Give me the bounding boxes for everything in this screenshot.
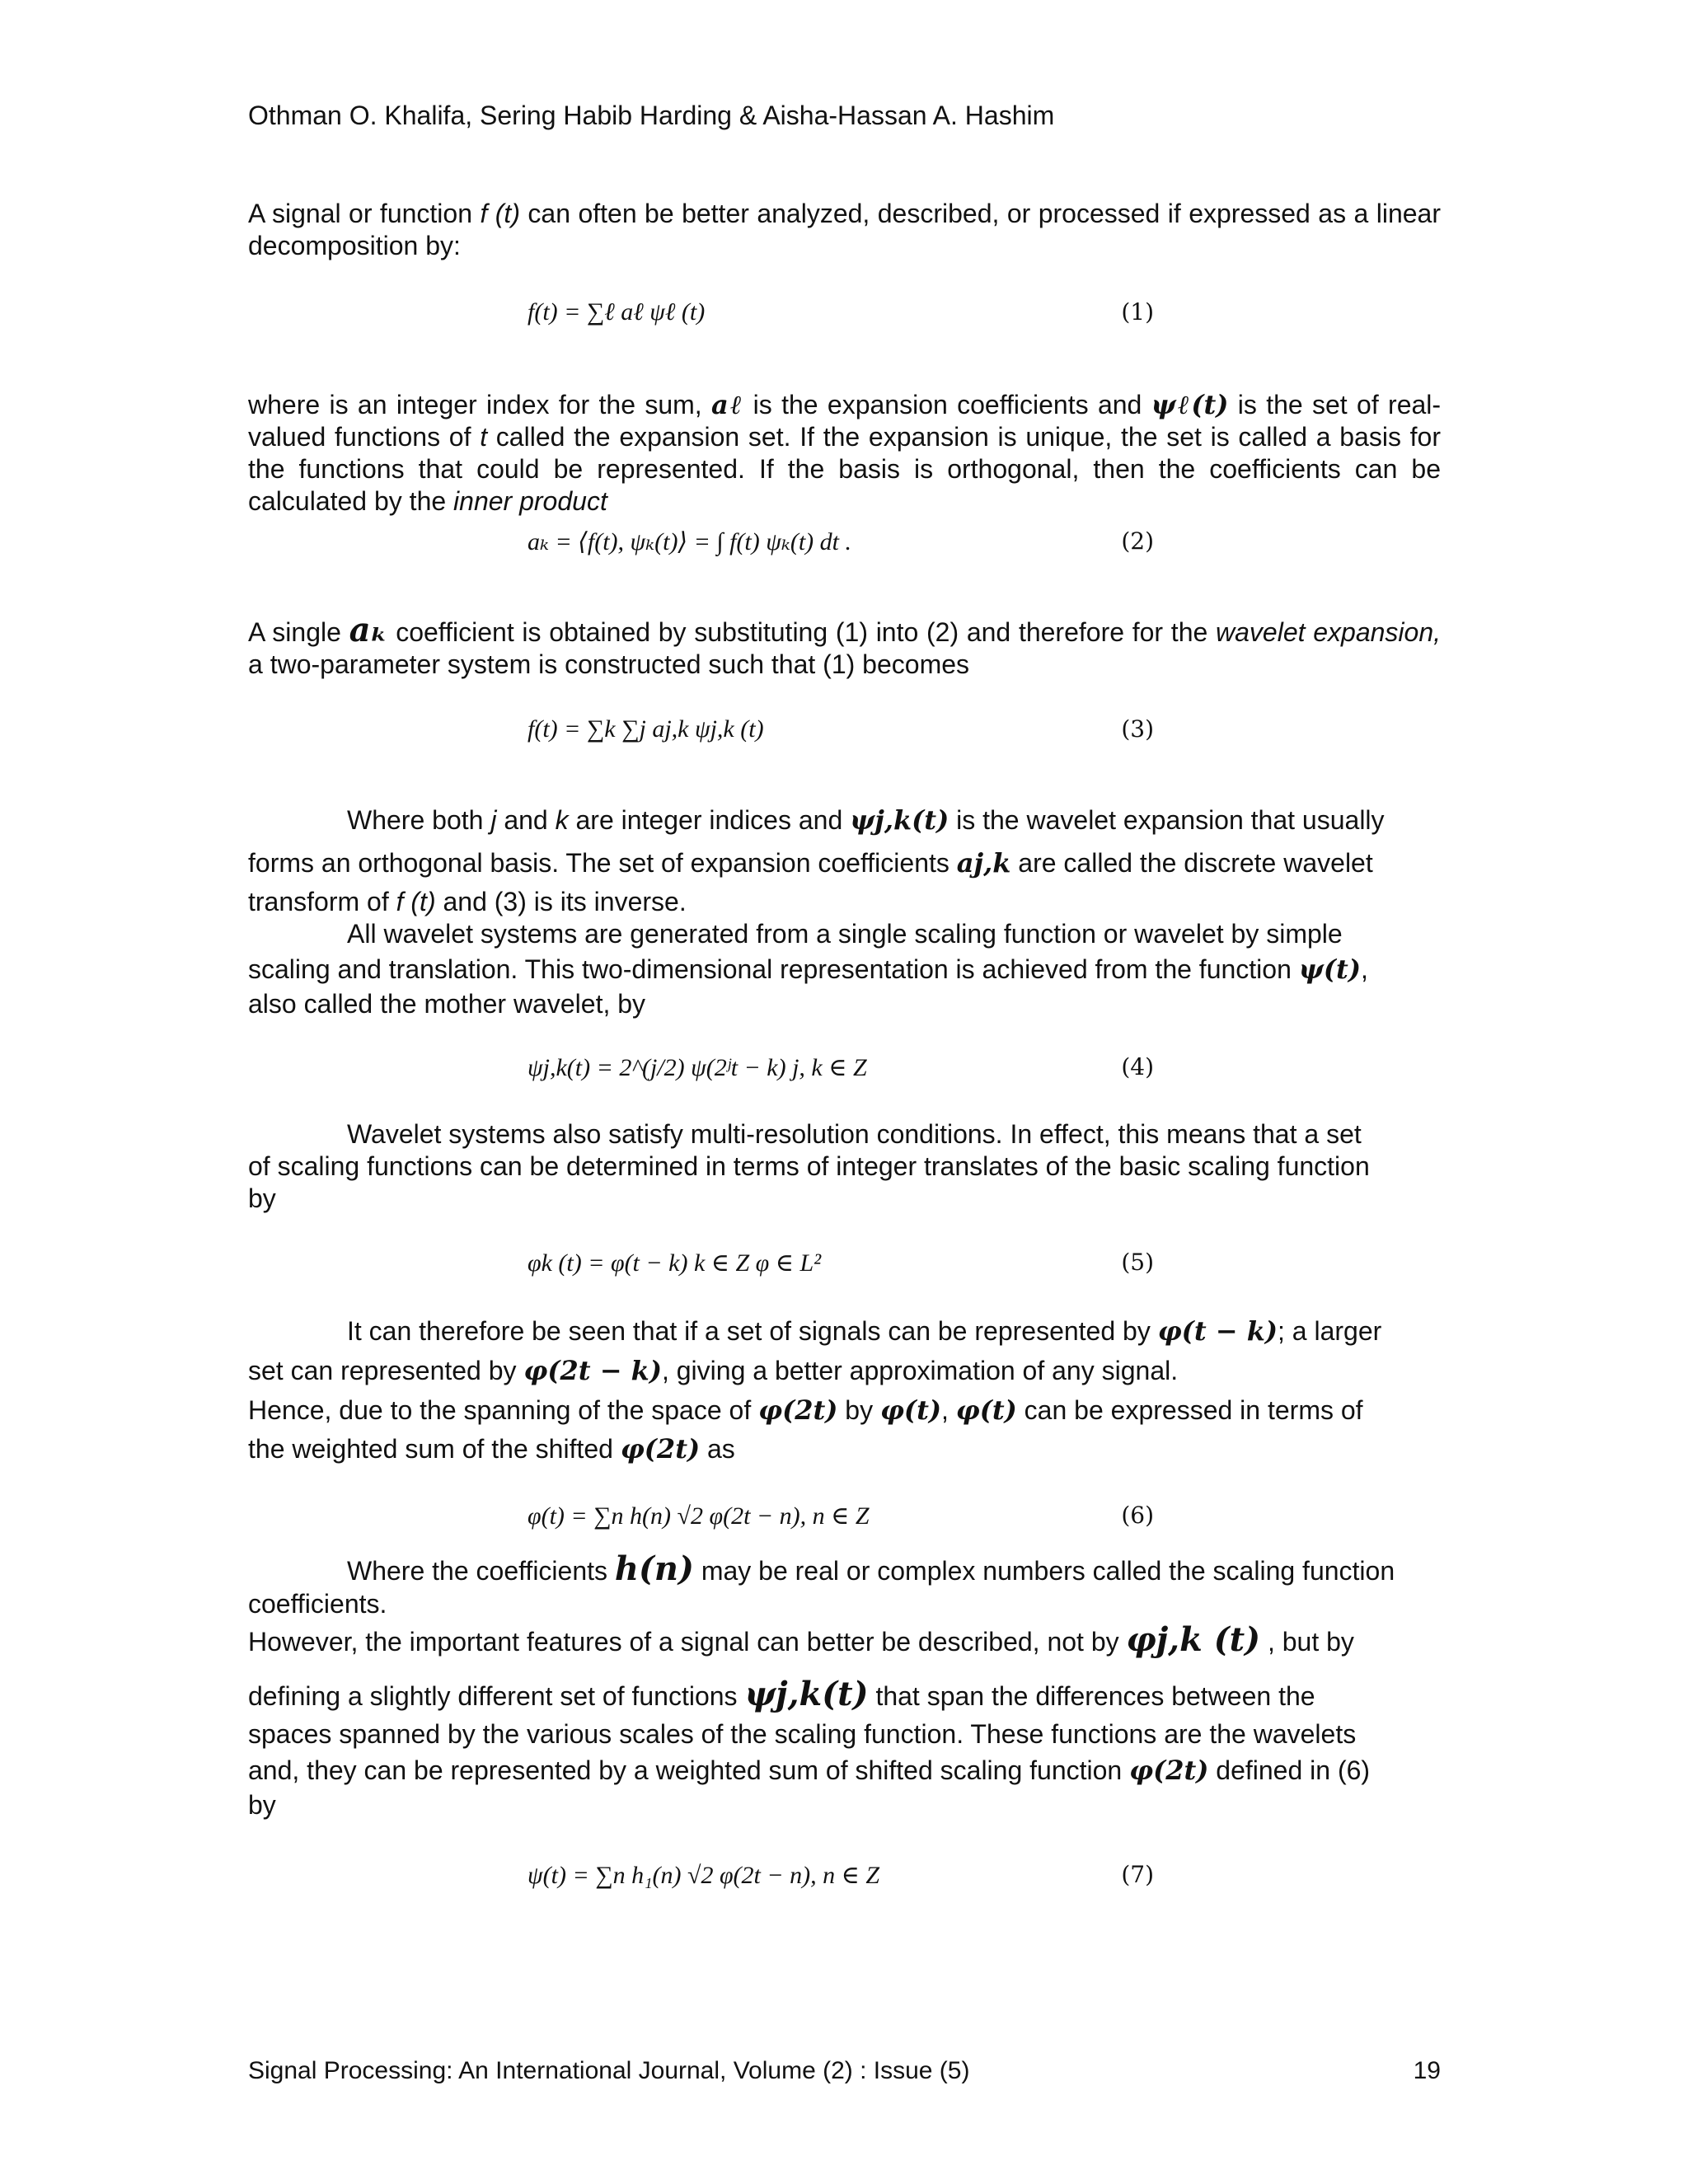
paragraph-span-line-3 bbox=[248, 1394, 1441, 1427]
text-span: by bbox=[248, 1790, 276, 1820]
text-span: defined in (6) bbox=[1208, 1755, 1371, 1785]
equation-5 bbox=[528, 1249, 1154, 1290]
text-span: set can represented by bbox=[248, 1356, 524, 1385]
equation-number: (7) bbox=[1121, 1861, 1154, 1888]
equation-body: ψ(t) = ∑n h₁(n) √2 φ(2t − n), n ∈ Z bbox=[528, 1862, 880, 1889]
math-phi-2t-minus-k: φ(2t − k) bbox=[523, 1355, 662, 1386]
text-span: also called the mother wavelet, by bbox=[248, 989, 646, 1019]
equation-body: f(t) = ∑ℓ aℓ ψℓ (t) bbox=[528, 298, 706, 326]
text-span: is the expansion coefficients and bbox=[743, 390, 1151, 419]
text-span: may be real or complex numbers called the scaling function bbox=[693, 1556, 1395, 1586]
paragraph-mother-wavelet-line-3 bbox=[248, 987, 1441, 1020]
math-a-jk: aj,k bbox=[956, 847, 1011, 879]
math-h-n: h(n) bbox=[614, 1549, 694, 1588]
text-span: forms an orthogonal basis. The set of expansion coefficients bbox=[248, 848, 957, 878]
math-psi-ell-t: ψℓ(t) bbox=[1151, 389, 1229, 420]
math-phi-2t: φ(2t) bbox=[1129, 1755, 1209, 1786]
text-span: Hence, due to the spanning of the space of bbox=[248, 1395, 759, 1425]
text-span: All wavelet systems are generated from a single scaling function or wavelet by simple bbox=[347, 919, 1343, 949]
math-psi-jk-t: ψj,k(t) bbox=[850, 804, 950, 836]
text-span: defining a slightly different set of functions bbox=[248, 1681, 745, 1711]
text-italic: f (t) bbox=[480, 199, 520, 228]
equation-number: (4) bbox=[1121, 1053, 1154, 1080]
equation-number: (1) bbox=[1121, 298, 1154, 326]
text-span: coefficients. bbox=[248, 1589, 387, 1619]
text-span: by bbox=[248, 1183, 276, 1213]
paragraph-span-line-1 bbox=[248, 1315, 1441, 1347]
math-phi-2t: φ(2t) bbox=[758, 1394, 838, 1426]
text-span: can be expressed in terms of bbox=[1016, 1395, 1363, 1425]
text-span: However, the important features of a signal can better be described, not by bbox=[248, 1627, 1127, 1657]
footer-journal: Signal Processing: An International Journal, Volume (2) : Issue (5) bbox=[248, 2057, 970, 2084]
equation-3 bbox=[528, 715, 1154, 765]
text-span: , but by bbox=[1260, 1627, 1354, 1657]
text-span: where is an integer index for the sum, bbox=[248, 390, 712, 419]
paragraph-coefficients-line-1 bbox=[248, 1549, 1441, 1588]
paragraph-coefficients-line-4 bbox=[248, 1675, 1441, 1713]
text-span: as bbox=[700, 1434, 735, 1464]
paragraph-multiresolution-line-1 bbox=[248, 1118, 1441, 1151]
text-span: the weighted sum of the shifted bbox=[248, 1434, 621, 1464]
equation-7 bbox=[528, 1861, 1154, 1910]
text-span: called the expansion set. If the expansion is unique, the set is called a basis for the functions that could be represented. If the basis is orthogonal, then the coefficients can be calculated by the bbox=[248, 422, 1442, 516]
text-span: are called the discrete wavelet bbox=[1010, 848, 1373, 878]
text-span: Where both bbox=[347, 805, 491, 835]
text-span: Where the coefficients bbox=[347, 1556, 615, 1586]
math-psi-jk-t: ψj,k(t) bbox=[744, 1675, 869, 1713]
text-span: and, they can be represented by a weighted sum of shifted scaling function bbox=[248, 1755, 1130, 1785]
math-a-ell: aℓ bbox=[711, 389, 744, 420]
equation-2 bbox=[528, 527, 1154, 569]
text-span: coefficient is obtained by substituting (1) into (2) and therefore for the bbox=[387, 617, 1216, 647]
paragraph-multiresolution-line-3 bbox=[248, 1182, 1441, 1215]
text-span: can often be better analyzed, described, or processed if expressed as a linear decomposition by: bbox=[248, 199, 1442, 260]
text-span: is the wavelet expansion that usually bbox=[949, 805, 1385, 835]
equation-4 bbox=[528, 1053, 1154, 1094]
text-span: of scaling functions can be determined in terms of integer translates of the basic scaling function bbox=[248, 1151, 1370, 1181]
paragraph-wavelet-expansion bbox=[248, 611, 1441, 681]
text-italic: inner product bbox=[453, 486, 607, 516]
paragraph-span-line-2 bbox=[248, 1354, 1441, 1387]
equation-body: f(t) = ∑k ∑j aj,k ψj,k (t) bbox=[528, 715, 764, 743]
equation-number: (3) bbox=[1121, 715, 1154, 743]
text-span: spaces spanned by the various scales of the scaling function. These functions are the wavelets bbox=[248, 1719, 1357, 1749]
text-span: A single bbox=[248, 617, 349, 647]
math-a-k: aₖ bbox=[349, 611, 388, 649]
text-span: that span the differences between the bbox=[868, 1681, 1315, 1711]
equation-body: φk (t) = φ(t − k) k ∈ Z φ ∈ L² bbox=[528, 1249, 822, 1277]
paragraph-coefficients-line-2 bbox=[248, 1587, 1441, 1620]
text-span: , bbox=[1360, 954, 1368, 984]
text-span: are integer indices and bbox=[568, 805, 851, 835]
equation-body: φ(t) = ∑n h(n) √2 φ(2t − n), n ∈ Z bbox=[528, 1502, 870, 1530]
equation-body: ψj,k(t) = 2^(j/2) ψ(2ʲt − k) j, k ∈ Z bbox=[528, 1054, 867, 1081]
math-phi-jk-t: φj,k (t) bbox=[1126, 1620, 1261, 1659]
text-span: Wavelet systems also satisfy multi-resolution conditions. In effect, this means that a set bbox=[347, 1119, 1362, 1149]
equation-body: aₖ = ⟨f(t), ψₖ(t)⟩ = ∫ f(t) ψₖ(t) dt . bbox=[528, 528, 851, 555]
paragraph-coefficients-line-3 bbox=[248, 1620, 1441, 1659]
math-phi-t: φ(t) bbox=[879, 1394, 941, 1426]
text-italic: f (t) bbox=[396, 887, 436, 916]
text-span: , giving a better approximation of any signal. bbox=[661, 1356, 1179, 1385]
paragraph-span-line-4 bbox=[248, 1432, 1441, 1465]
text-italic: t bbox=[480, 422, 488, 452]
text-span: a two-parameter system is constructed such that (1) becomes bbox=[248, 649, 970, 679]
text-span: by bbox=[837, 1395, 880, 1425]
equation-number: (6) bbox=[1121, 1502, 1154, 1529]
running-header-authors: Othman O. Khalifa, Sering Habib Harding & Aisha-Hassan A. Hashim bbox=[248, 101, 1055, 130]
footer-page-number: 19 bbox=[1413, 2057, 1441, 2084]
paragraph-expansion-set bbox=[248, 389, 1441, 518]
text-span: ; a larger bbox=[1278, 1316, 1382, 1346]
math-psi-t: ψ(t) bbox=[1298, 954, 1361, 985]
text-span: A signal or function bbox=[248, 199, 481, 228]
equation-6 bbox=[528, 1502, 1154, 1551]
equation-number: (2) bbox=[1121, 527, 1154, 555]
text-span: scaling and translation. This two-dimensional representation is achieved from the function bbox=[248, 954, 1299, 984]
paragraph-mother-wavelet-line-1 bbox=[248, 917, 1441, 950]
text-span: , bbox=[940, 1395, 956, 1425]
text-span: transform of bbox=[248, 887, 396, 916]
math-phi-t: φ(t) bbox=[955, 1394, 1017, 1426]
paragraph-indices-line-1 bbox=[248, 804, 1441, 837]
paragraph-indices-line-2 bbox=[248, 846, 1441, 879]
paragraph-coefficients-line-6 bbox=[248, 1754, 1441, 1787]
paragraph-coefficients-line-5 bbox=[248, 1718, 1441, 1750]
text-span: and (3) is its inverse. bbox=[435, 887, 687, 916]
equation-number: (5) bbox=[1121, 1249, 1154, 1276]
paragraph-indices-line-3 bbox=[248, 885, 1441, 918]
math-phi-t-minus-k: φ(t − k) bbox=[1157, 1315, 1278, 1347]
text-span: and bbox=[496, 805, 556, 835]
math-phi-2t: φ(2t) bbox=[620, 1433, 701, 1465]
equation-1 bbox=[528, 298, 1154, 356]
text-italic: wavelet expansion, bbox=[1216, 617, 1441, 647]
text-italic: j bbox=[490, 805, 497, 835]
paragraph-mother-wavelet-line-2 bbox=[248, 953, 1441, 986]
text-span: is the set of real-valued functions of bbox=[248, 390, 1442, 452]
paragraph-intro bbox=[248, 198, 1441, 262]
paragraph-multiresolution-line-2 bbox=[248, 1150, 1441, 1183]
text-italic: k bbox=[555, 805, 569, 835]
text-span: It can therefore be seen that if a set of signals can be represented by bbox=[347, 1316, 1158, 1346]
paragraph-coefficients-line-7 bbox=[248, 1788, 1441, 1821]
